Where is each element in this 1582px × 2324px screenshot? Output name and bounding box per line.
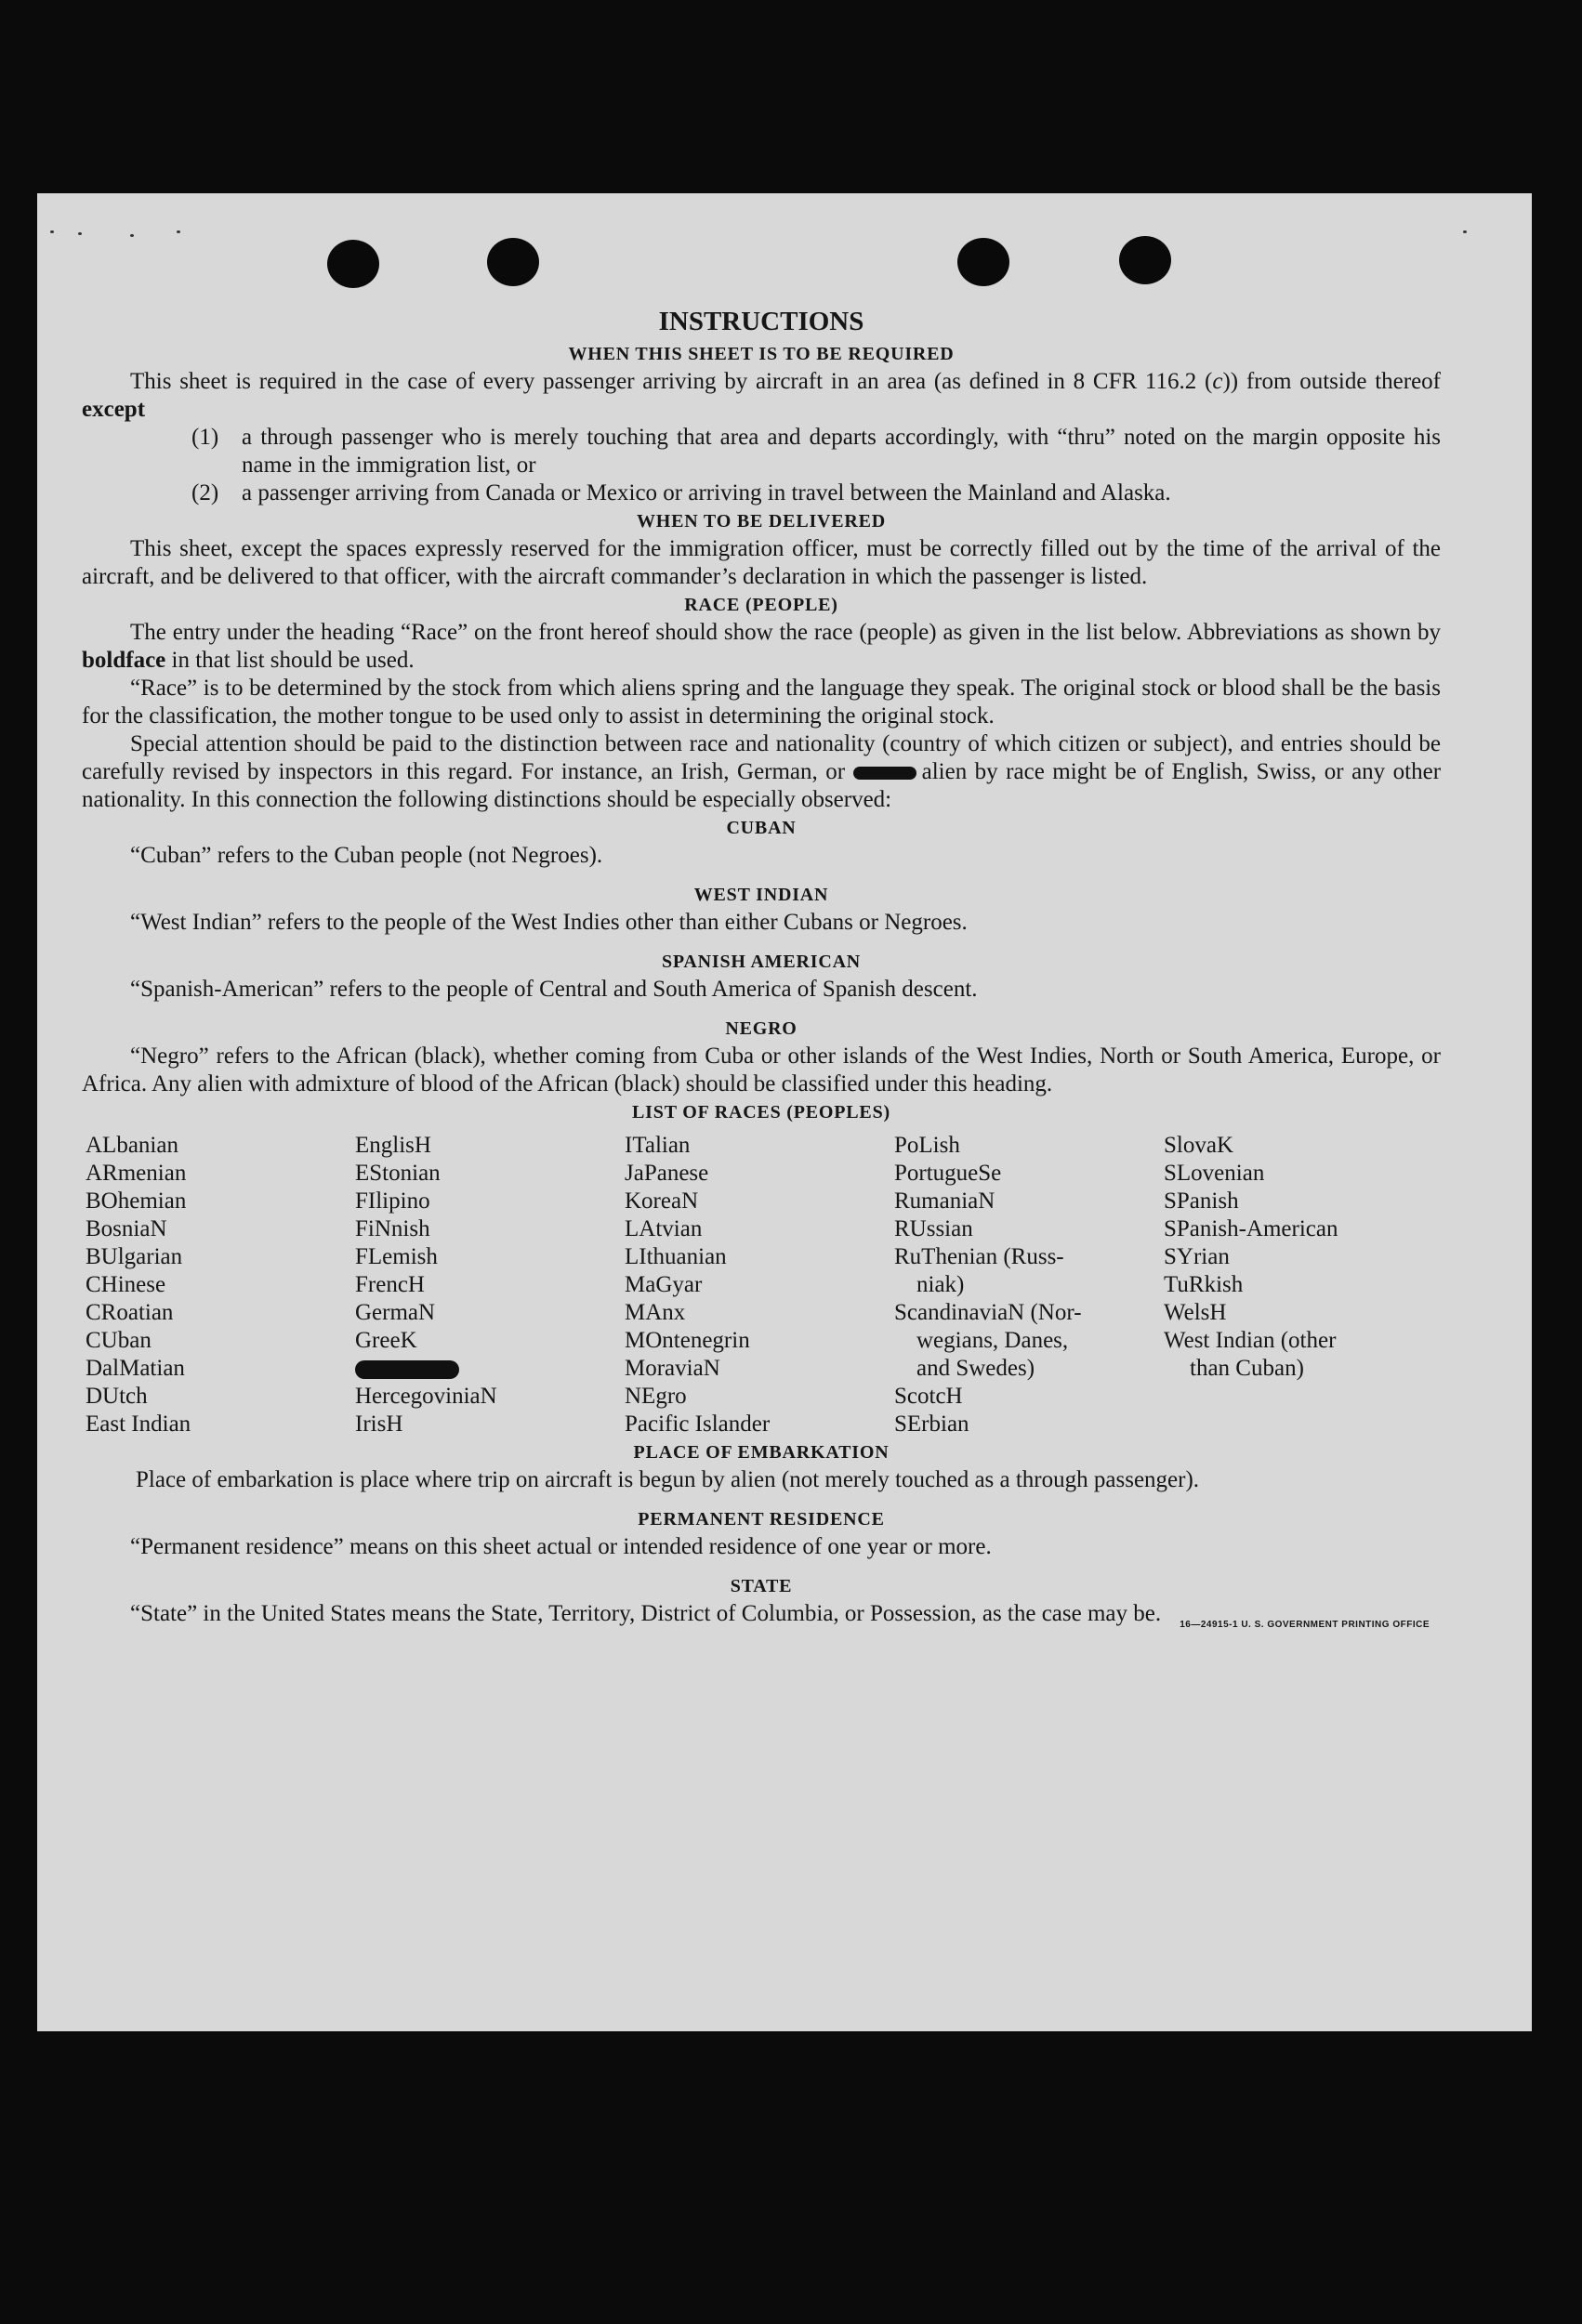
races-list [86,1132,1441,1438]
race-entry: FLemish [355,1244,438,1269]
cuban-text: “Cuban” refers to the Cuban people (not Negroes). [130,843,603,868]
race-entry: LIthuanian [625,1244,727,1269]
residence-text: “Permanent residence” means on this sheet actual or intended residence of one year or more. [130,1534,992,1559]
heading-residence: PERMANENT RESIDENCE [638,1509,885,1530]
race-entry: SLovenian [1164,1161,1265,1186]
race-entry: TuRkish [1164,1272,1244,1297]
heading-races-list: LIST OF RACES (PEOPLES) [632,1102,890,1123]
race-entry: EStonian [355,1161,441,1186]
race-entry: SPanish [1164,1188,1239,1214]
race-entry: PortugueSe [894,1161,1002,1186]
instructions-content [82,305,1441,1628]
race-entry: WelsH [1164,1300,1227,1325]
race-entry: East Indian [86,1411,191,1437]
exception-item: (2) a passenger arriving from Canada or Mexico or arriving in travel between the Mainland and Alaska. [191,480,1171,506]
race-entry: LAtvian [625,1216,703,1241]
race-entry: PoLish [894,1133,960,1158]
heading-race: RACE (PEOPLE) [684,595,838,615]
speck [1463,230,1467,233]
west-indian-text: “West Indian” refers to the people of the West Indies other than either Cubans or Negroes. [130,910,968,935]
race-paragraph-1: The entry under the heading “Race” on the front hereof should show the race (people) as given in the list below. Abbreviations as shown by boldface in that list should be used. [82,620,1441,673]
punch-hole [957,238,1009,286]
race-entry: MOntenegrin [625,1328,750,1353]
race-entry: MaGyar [625,1272,703,1297]
redaction-mark [853,767,916,780]
heading-spanish-american: SPANISH AMERICAN [661,952,862,972]
race-entry: EnglisH [355,1133,431,1158]
speck [50,230,54,233]
heading-negro: NEGRO [725,1018,798,1039]
heading-west-indian: WEST INDIAN [693,885,829,905]
race-entry: RumaniaN [894,1188,995,1214]
race-entry: Pacific Islander [625,1411,771,1437]
race-entry: DalMatian [86,1356,185,1381]
page-title: INSTRUCTIONS [658,307,864,336]
race-entry: MoraviaN [625,1356,720,1381]
race-entry: RuThenian (Russ- [894,1244,1064,1269]
exception-item: (1) a through passenger who is merely touching that area and departs accordingly, with “thru” noted on the margin opposite his name in the immigration list, or [191,425,1441,478]
punch-hole [1119,236,1171,284]
races-column [355,1132,625,1438]
race-entry: IrisH [355,1411,403,1437]
race-entry: ALbanian [86,1133,178,1158]
redaction-mark [355,1360,459,1379]
race-entry: FiNnish [355,1216,430,1241]
race-entry: CHinese [86,1272,166,1297]
race-entry: FrencH [355,1272,425,1297]
race-entry: ScotcH [894,1384,963,1409]
race-entry: SPanish-American [1164,1216,1338,1241]
race-entry: CUban [86,1328,152,1353]
race-entry: SYrian [1164,1244,1230,1269]
race-entry: niak) [916,1272,965,1297]
state-block [82,1600,1441,1628]
race-entry: and Swedes) [916,1356,1035,1381]
race-entry: than Cuban) [1190,1356,1304,1381]
race-entry: SErbian [894,1411,969,1437]
heading-required: WHEN THIS SHEET IS TO BE REQUIRED [568,344,955,364]
race-entry: West Indian (other [1164,1328,1337,1353]
race-entry: BUlgarian [86,1244,183,1269]
races-column [625,1132,894,1438]
race-entry: KoreaN [625,1188,699,1214]
race-entry: HercegoviniaN [355,1384,497,1409]
heading-cuban: CUBAN [726,818,797,838]
race-paragraph-3: Special attention should be paid to the distinction between race and nationality (country of which citizen or subject), and entries should be carefully revised by inspectors in this regard. For instance, an Irish, German, or alien by race might be of English, Swiss, or any other nationality. In this connection the following distinctions should be especially observed: [82,731,1442,812]
race-entry: DUtch [86,1384,148,1409]
speck [78,232,82,235]
embarkation-text: Place of embarkation is place where trip on aircraft is begun by alien (not merely touched as a through passenger). [136,1467,1200,1492]
race-entry: BOhemian [86,1188,187,1214]
race-entry: ITalian [625,1133,691,1158]
race-entry: MAnx [625,1300,686,1325]
race-entry: ScandinaviaN (Nor- [894,1300,1082,1325]
races-column [1164,1132,1415,1438]
punch-hole [327,240,379,288]
race-entry: FIlipino [355,1188,430,1214]
race-entry: RUssian [894,1216,973,1241]
delivered-text: This sheet, except the spaces expressly reserved for the immigration officer, must be correctly filled out by the time of the arrival of the aircraft, and be delivered to that officer, with the aircraft commander’s declaration in which the passenger is listed. [82,536,1441,589]
race-paragraph-2: “Race” is to be determined by the stock from which aliens spring and the language they speak. The original stock or blood shall be the basis for the classification, the mother tongue to be used only to assist in determining the original stock. [82,676,1441,729]
heading-embarkation: PLACE OF EMBARKATION [633,1442,890,1463]
race-entry: wegians, Danes, [916,1328,1069,1353]
punch-hole [487,238,539,286]
race-entry: JaPanese [625,1161,709,1186]
races-column [86,1132,355,1438]
races-column [894,1132,1164,1438]
race-entry: ARmenian [86,1161,187,1186]
race-entry-redacted [355,1355,625,1383]
race-entry: CRoatian [86,1300,174,1325]
speck [130,234,134,237]
heading-delivered: WHEN TO BE DELIVERED [636,511,887,532]
race-entry: BosniaN [86,1216,167,1241]
race-entry: GreeK [355,1328,417,1353]
race-entry: GermaN [355,1300,436,1325]
race-entry: NEgro [625,1384,687,1409]
printing-office-code: 16—24915-1 U. S. GOVERNMENT PRINTING OFFICE [1180,1620,1430,1630]
document-sheet [37,193,1532,2031]
state-text: “State” in the United States means the State, Territory, District of Columbia, or Possession, as the case may be. [130,1601,1162,1626]
race-entry: SlovaK [1164,1133,1233,1158]
heading-state: STATE [730,1576,793,1596]
negro-text: “Negro” refers to the African (black), whether coming from Cuba or other islands of the West Indies, North or South America, Europe, or Africa. Any alien with admixture of blood of the African (black) should be classified under this heading. [82,1044,1441,1096]
speck [177,230,180,233]
spanish-american-text: “Spanish-American” refers to the people of Central and South America of Spanish descent. [130,977,978,1002]
required-intro: This sheet is required in the case of every passenger arriving by aircraft in an area (as defined in 8 CFR 116.2 (c)) from outside thereof except [82,369,1441,422]
